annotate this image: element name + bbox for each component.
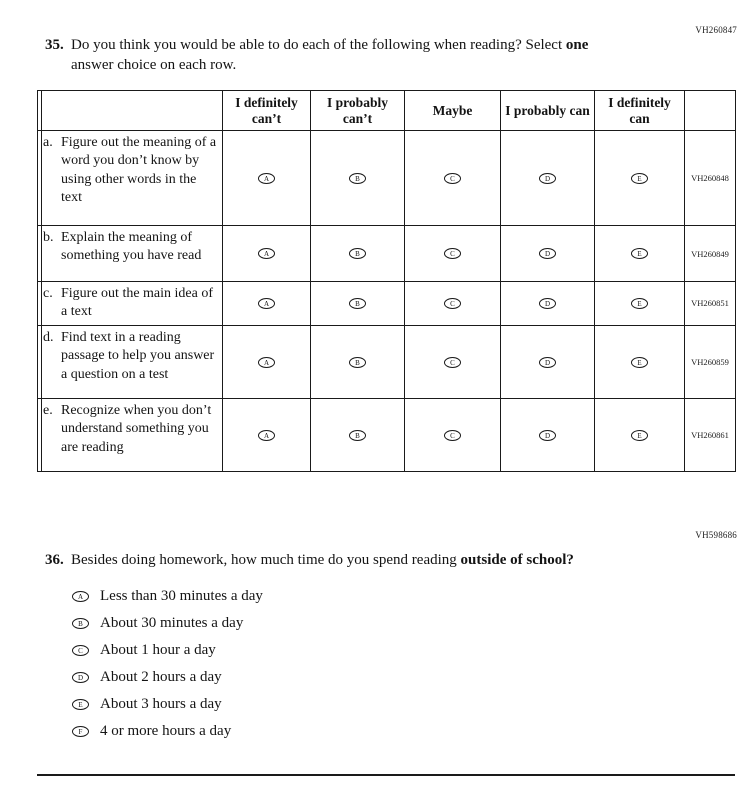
q35-table-wrap <box>37 90 735 472</box>
bubble-cell <box>405 131 501 226</box>
item-code-q35: VH260847 <box>695 25 737 35</box>
answer-bubble[interactable] <box>631 298 648 309</box>
row-b-label <box>38 226 223 282</box>
q36-options <box>72 583 725 745</box>
bubble-letter: A <box>263 250 270 259</box>
question-35 <box>45 35 710 76</box>
answer-bubble[interactable] <box>72 672 89 683</box>
bubble-cell <box>223 282 311 326</box>
bubble-letter: C <box>450 358 455 367</box>
answer-bubble[interactable] <box>631 248 648 259</box>
row-e-text: Recognize when you don’t understand something you are reading <box>61 402 212 455</box>
row-d-letter: d. <box>43 329 54 345</box>
bubble-letter: B <box>78 620 83 629</box>
page-bottom-rule <box>37 774 735 776</box>
bubble-letter: A <box>263 358 270 367</box>
row-e-code: VH260861 <box>685 398 736 471</box>
row-a-code: VH260848 <box>685 131 736 226</box>
answer-bubble[interactable] <box>444 248 461 259</box>
bubble-letter: E <box>637 174 642 183</box>
question-35-prompt-bold: one <box>565 37 589 53</box>
bubble-letter: E <box>637 300 642 309</box>
answer-bubble[interactable] <box>258 298 275 309</box>
bubble-cell <box>501 226 595 282</box>
answer-bubble[interactable] <box>539 248 556 259</box>
row-b-letter: b. <box>43 230 54 245</box>
q35-header-col-2: I probably can’t <box>311 91 405 131</box>
bubble-letter: B <box>355 174 360 183</box>
question-35-prompt-text: Do you think you would be able to do each of the following when reading? Select <box>71 37 566 53</box>
bubble-cell <box>595 325 685 398</box>
option-text: 4 or more hours a day <box>100 723 232 740</box>
question-36-prompt-bold: outside of school? <box>460 552 574 568</box>
question-36-prompt-text: Besides doing homework, how much time do you spend reading <box>71 552 461 568</box>
bubble-letter: D <box>544 431 551 440</box>
answer-bubble[interactable] <box>631 430 648 441</box>
row-b-code: VH260849 <box>685 226 736 282</box>
answer-bubble[interactable] <box>539 173 556 184</box>
answer-bubble[interactable] <box>539 357 556 368</box>
bubble-cell <box>501 282 595 326</box>
option-row-a <box>72 583 725 610</box>
answer-bubble[interactable] <box>258 357 275 368</box>
bubble-cell <box>311 398 405 471</box>
bubble-letter: D <box>77 674 84 683</box>
answer-bubble[interactable] <box>72 591 89 602</box>
table-row-a <box>38 131 736 226</box>
table-row-c <box>38 282 736 326</box>
option-text: About 1 hour a day <box>100 642 216 659</box>
row-a-text: Figure out the meaning of a word you don’t know by using other words in the text <box>61 135 217 206</box>
q35-header-col-5: I definitely can <box>595 91 685 131</box>
question-35-prompt <box>71 35 588 76</box>
answer-bubble[interactable] <box>631 357 648 368</box>
question-36-number: 36. <box>45 552 64 568</box>
option-text: About 2 hours a day <box>100 669 222 686</box>
answer-bubble[interactable] <box>444 430 461 441</box>
bubble-letter: F <box>78 728 83 737</box>
bubble-letter: B <box>355 431 360 440</box>
bubble-cell <box>405 325 501 398</box>
bubble-letter: A <box>263 174 270 183</box>
bubble-cell <box>311 282 405 326</box>
bubble-letter: D <box>544 358 551 367</box>
bubble-cell <box>405 226 501 282</box>
bubble-letter: E <box>637 250 642 259</box>
answer-bubble[interactable] <box>349 248 366 259</box>
bubble-cell <box>595 282 685 326</box>
row-a-label <box>38 131 223 226</box>
row-e-label <box>38 398 223 471</box>
question-36-prompt <box>71 550 574 570</box>
option-text: Less than 30 minutes a day <box>100 588 263 605</box>
bubble-cell <box>405 282 501 326</box>
option-row-d <box>72 664 725 691</box>
row-b-text: Explain the meaning of something you have read <box>61 230 202 264</box>
bubble-cell <box>311 325 405 398</box>
bubble-cell <box>595 131 685 226</box>
bubble-cell <box>311 131 405 226</box>
answer-bubble[interactable] <box>349 173 366 184</box>
answer-bubble[interactable] <box>444 357 461 368</box>
bubble-letter: B <box>355 300 360 309</box>
q35-header-row <box>38 91 736 131</box>
bubble-letter: C <box>450 300 455 309</box>
bubble-letter: C <box>450 431 455 440</box>
question-35-prompt-line2: answer choice on each row. <box>71 57 237 74</box>
question-36 <box>45 550 725 745</box>
bubble-letter: B <box>355 250 360 259</box>
answer-bubble[interactable] <box>631 173 648 184</box>
bubble-letter: E <box>637 431 642 440</box>
row-c-text: Figure out the main idea of a text <box>61 286 214 320</box>
answer-bubble[interactable] <box>349 430 366 441</box>
option-row-e <box>72 691 725 718</box>
bubble-cell <box>223 398 311 471</box>
row-c-label <box>38 282 223 326</box>
bubble-cell <box>223 131 311 226</box>
answer-bubble[interactable] <box>258 430 275 441</box>
q35-header-col-4: I probably can <box>501 91 595 131</box>
bubble-letter: C <box>78 647 83 656</box>
bubble-cell <box>595 398 685 471</box>
bubble-cell <box>595 226 685 282</box>
option-row-c <box>72 637 725 664</box>
question-36-prompt-row <box>45 550 725 570</box>
item-code-q36: VH598686 <box>695 530 737 540</box>
bubble-cell <box>501 131 595 226</box>
answer-bubble[interactable] <box>539 298 556 309</box>
bubble-letter: E <box>78 701 83 710</box>
answer-bubble[interactable] <box>72 645 89 656</box>
option-text: About 3 hours a day <box>100 696 222 713</box>
option-text: About 30 minutes a day <box>100 615 244 632</box>
q35-header-col-3: Maybe <box>405 91 501 131</box>
bubble-cell <box>501 325 595 398</box>
bubble-letter: E <box>637 358 642 367</box>
option-row-f <box>72 718 725 745</box>
bubble-letter: A <box>263 300 270 309</box>
answer-bubble[interactable] <box>349 357 366 368</box>
bubble-letter: B <box>355 358 360 367</box>
q35-answer-table <box>37 90 736 472</box>
q35-header-col-1: I definitely can’t <box>223 91 311 131</box>
bubble-letter: A <box>77 593 84 602</box>
answer-bubble[interactable] <box>72 699 89 710</box>
bubble-letter: D <box>544 250 551 259</box>
option-row-b <box>72 610 725 637</box>
bubble-cell <box>311 226 405 282</box>
bubble-letter: D <box>544 174 551 183</box>
bubble-cell <box>223 226 311 282</box>
row-d-label <box>38 325 223 398</box>
answer-bubble[interactable] <box>72 726 89 737</box>
answer-bubble[interactable] <box>444 173 461 184</box>
row-d-code: VH260859 <box>685 325 736 398</box>
row-c-code: VH260851 <box>685 282 736 326</box>
answer-bubble[interactable] <box>444 298 461 309</box>
question-35-prompt-row <box>45 35 710 76</box>
answer-bubble[interactable] <box>539 430 556 441</box>
answer-bubble[interactable] <box>72 618 89 629</box>
question-35-number: 35. <box>45 37 64 53</box>
table-row-e <box>38 398 736 471</box>
table-row-d <box>38 325 736 398</box>
answer-bubble[interactable] <box>258 173 275 184</box>
bubble-cell <box>501 398 595 471</box>
bubble-letter: A <box>263 431 270 440</box>
bubble-cell <box>223 325 311 398</box>
bubble-cell <box>405 398 501 471</box>
answer-bubble[interactable] <box>349 298 366 309</box>
row-d-text: Find text in a reading passage to help you answer a question on a test <box>61 329 215 382</box>
q35-header-code-blank <box>685 91 736 131</box>
bubble-letter: D <box>544 300 551 309</box>
row-e-letter: e. <box>43 402 53 418</box>
bubble-letter: C <box>450 250 455 259</box>
answer-bubble[interactable] <box>258 248 275 259</box>
q35-header-blank <box>38 91 223 131</box>
bubble-letter: C <box>450 174 455 183</box>
table-row-b <box>38 226 736 282</box>
row-a-letter: a. <box>43 135 53 150</box>
row-c-letter: c. <box>43 286 53 301</box>
